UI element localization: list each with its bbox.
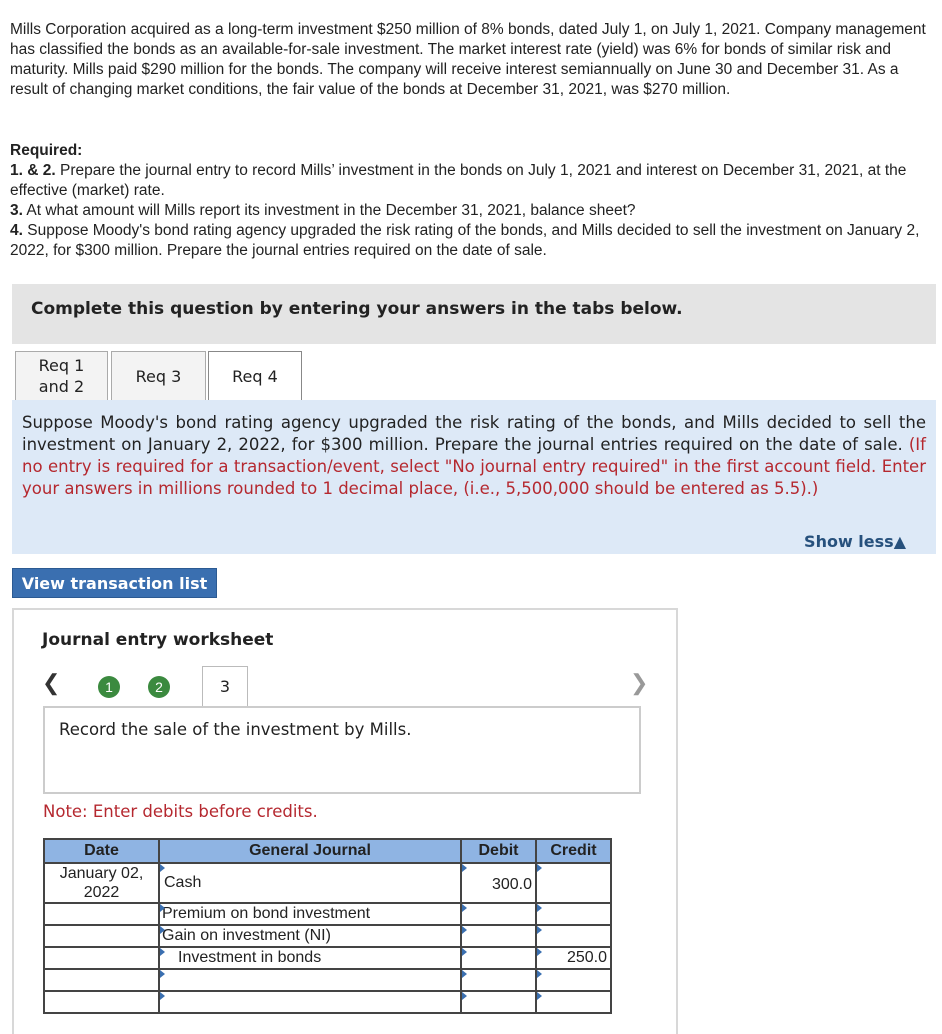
account-cell[interactable]: Premium on bond investment: [159, 903, 461, 925]
step-3-active[interactable]: 3: [202, 666, 248, 706]
required-item-4: 4. Suppose Moody's bond rating agency upgraded the risk rating of the bonds, and Mills decided to sell the investment on January 2, 2022, for $300 million. Prepare the journal entries required on the date of sale.: [10, 222, 920, 259]
tab-req-1-and-2[interactable]: Req 1 and 2: [15, 351, 108, 400]
prompt-hint: (If no entry is required for a transaction/event, select "No journal entry required" in the first account field. Enter your answers in millions rounded to 1 decimal place, (i.e., 5,500,000 should be entered as 5.5).): [22, 435, 926, 498]
debit-cell[interactable]: 300.0: [461, 863, 536, 903]
date-cell[interactable]: [44, 925, 159, 947]
date-cell[interactable]: [44, 991, 159, 1013]
debit-cell[interactable]: [461, 925, 536, 947]
debit-cell[interactable]: [461, 903, 536, 925]
tab-req-3[interactable]: Req 3: [111, 351, 206, 400]
view-transaction-list-button[interactable]: View transaction list: [12, 568, 217, 598]
account-cell[interactable]: [159, 969, 461, 991]
journal-header-row: [44, 839, 611, 863]
instruction-text: Complete this question by entering your answers in the tabs below.: [31, 299, 683, 319]
step-1-complete[interactable]: 1: [98, 676, 120, 698]
debit-cell[interactable]: [461, 991, 536, 1013]
question-prompt: [12, 400, 936, 554]
prompt-text: Suppose Moody's bond rating agency upgraded the risk rating of the bonds, and Mills decided to sell the investment on January 2, 2022, for $300 million. Prepare the journal entries required on the date of sale. (If no entry is required for a transaction/event, select "No journal entry required" in the first account field. Enter your answers in millions rounded to 1 decimal place, (i.e., 5,500,000 should be entered as 5.5).): [22, 413, 926, 498]
credit-cell[interactable]: [536, 925, 611, 947]
problem-text: Mills Corporation acquired as a long-term investment $250 million of 8% bonds, dated July 1, on July 1, 2021. Company management has classified the bonds as an available-for-sale investment. The market interest rate (yield) was 6% for bonds of similar risk and maturity. Mills paid $290 million for the bonds. The company will receive interest semiannually on June 30 and December 31. As a result of changing market conditions, the fair value of the bonds at December 31, 2021, was $270 million.: [10, 21, 926, 98]
credit-cell[interactable]: [536, 903, 611, 925]
col-debit: Debit: [461, 839, 536, 863]
problem-statement: [10, 20, 940, 100]
tab-req-4[interactable]: Req 4: [208, 351, 302, 400]
required-item-3: 3. At what amount will Mills report its investment in the December 31, 2021, balance sheet?: [10, 202, 636, 219]
table-row: [44, 863, 611, 903]
transaction-description: Record the sale of the investment by Mills.: [43, 706, 641, 794]
col-date: Date: [44, 839, 159, 863]
required-item-1: 1. & 2. Prepare the journal entry to record Mills’ investment in the bonds on July 1, 2021 and interest on December 31, 2021, at the effective (market) rate.: [10, 162, 907, 199]
note-text: Note: Enter debits before credits.: [43, 802, 318, 821]
instruction-banner: [12, 284, 936, 344]
step-2-complete[interactable]: 2: [148, 676, 170, 698]
chevron-right-icon[interactable]: ❯: [630, 670, 649, 695]
debit-cell[interactable]: [461, 969, 536, 991]
credit-cell[interactable]: [536, 991, 611, 1013]
account-cell[interactable]: [159, 991, 461, 1013]
chevron-left-icon[interactable]: ❮: [42, 670, 61, 695]
account-cell[interactable]: Cash: [159, 863, 461, 903]
account-cell[interactable]: Investment in bonds: [159, 947, 461, 969]
table-row: [44, 903, 611, 925]
col-general-journal: General Journal: [159, 839, 461, 863]
credit-cell[interactable]: 250.0: [536, 947, 611, 969]
journal-entry-worksheet: [12, 608, 678, 1034]
table-row: [44, 925, 611, 947]
journal-table: [43, 838, 612, 1014]
required-section: [10, 141, 940, 261]
table-row: [44, 947, 611, 969]
credit-cell[interactable]: [536, 969, 611, 991]
date-cell[interactable]: [44, 903, 159, 925]
col-credit: Credit: [536, 839, 611, 863]
date-cell[interactable]: [44, 969, 159, 991]
table-row: [44, 991, 611, 1013]
worksheet-title: Journal entry worksheet: [42, 630, 274, 650]
date-cell[interactable]: [44, 947, 159, 969]
credit-cell[interactable]: [536, 863, 611, 903]
table-row: [44, 969, 611, 991]
required-heading: Required:: [10, 142, 83, 159]
account-cell[interactable]: Gain on investment (NI): [159, 925, 461, 947]
debit-cell[interactable]: [461, 947, 536, 969]
show-less-link[interactable]: Show less▲: [804, 532, 906, 551]
date-cell[interactable]: January 02, 2022: [44, 863, 159, 903]
